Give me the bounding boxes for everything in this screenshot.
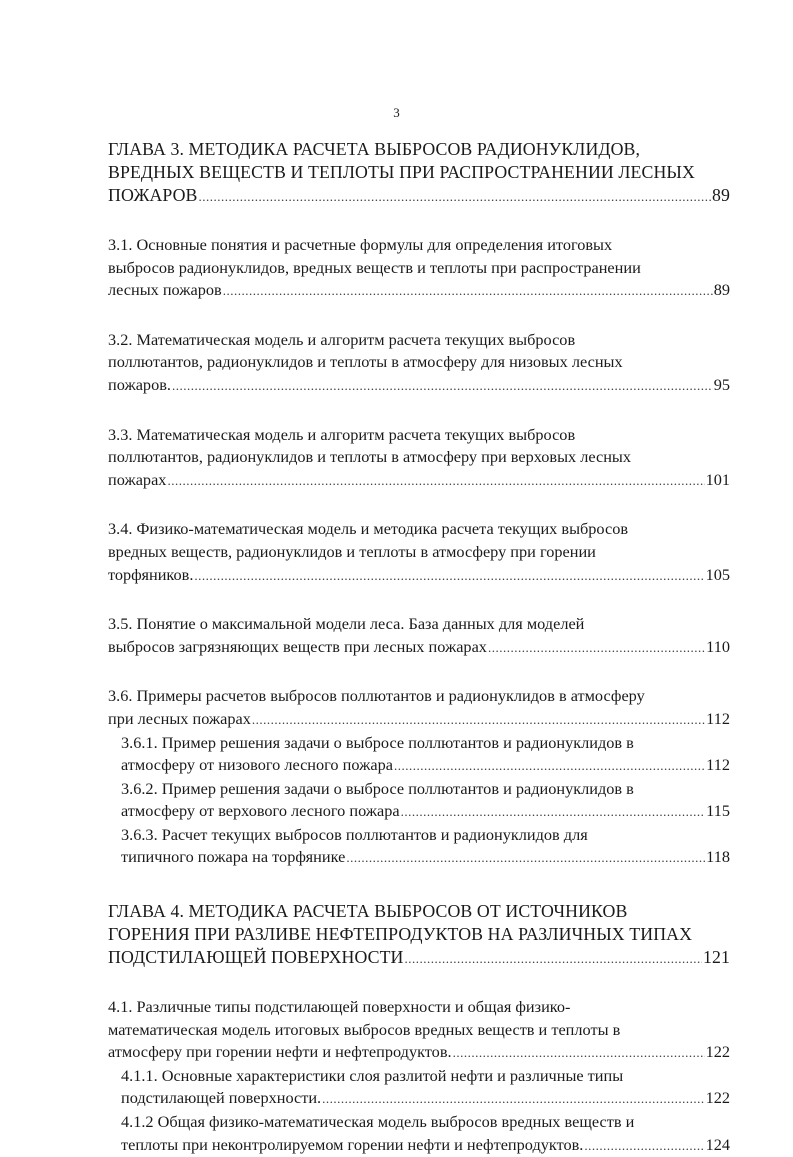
toc-entry-4-1[interactable] (108, 996, 730, 1065)
toc-line: 3.6.2. Пример решения задачи о выбросе поллютантов и радионуклидов в (121, 778, 634, 798)
dot-leader (488, 637, 705, 660)
toc-line: 3.6.1. Пример решения задачи о выбросе поллютантов и радионуклидов в (121, 732, 634, 752)
toc-page-number: 122 (705, 1088, 730, 1108)
toc-line: вредных веществ, радионуклидов и теплоты в атмосферу при горении (108, 541, 596, 561)
toc-text: пожарах (108, 469, 167, 489)
toc-last-line (108, 1041, 730, 1065)
toc-text: торфяников. (108, 564, 194, 584)
toc-line: 3.6. Примеры расчетов выбросов поллютантов и радионуклидов в атмосферу (108, 686, 645, 706)
toc-page-number: 95 (713, 374, 730, 394)
toc-line: 3.4. Физико-математическая модель и методика расчета текущих выбросов (108, 519, 629, 539)
toc-line: 3.6.3. Расчет текущих выбросов поллютантов и радионуклидов для (121, 824, 588, 844)
toc-text: атмосферу при горении нефти и нефтепродуктов. (108, 1042, 452, 1062)
toc-page-number: 115 (706, 801, 730, 821)
toc-text: выбросов загрязняющих веществ при лесных пожарах (108, 636, 487, 656)
toc-text: лесных пожаров (108, 280, 222, 300)
toc-entry-4-1-1[interactable] (121, 1065, 730, 1111)
toc-last-line (108, 374, 730, 398)
toc-entry-chapter-3[interactable] (108, 138, 730, 208)
toc-line: 4.1. Различные типы подстилающей поверхности и общая физико- (108, 997, 571, 1017)
toc-entry-4-1-2[interactable] (121, 1111, 730, 1157)
toc-text: подстилающей поверхности. (121, 1088, 322, 1108)
toc-text: ПОДСТИЛАЮЩЕЙ ПОВЕРХНОСТИ (108, 947, 404, 968)
toc-line: 3.2. Математическая модель и алгоритм расчета текущих выбросов (108, 329, 576, 349)
toc-line: 3.5. Понятие о максимальной модели леса. База данных для моделей (108, 614, 585, 634)
toc-line: ВРЕДНЫХ ВЕЩЕСТВ И ТЕПЛОТЫ ПРИ РАСПРОСТРАНЕНИИ ЛЕСНЫХ (108, 162, 695, 182)
toc-page-number: 105 (705, 564, 730, 584)
toc-line: 3.1. Основные понятия и расчетные формулы для определения итоговых (108, 235, 613, 254)
toc-entry-3-6-2[interactable] (121, 778, 730, 824)
toc-page-number: 89 (713, 280, 730, 300)
toc-line: математическая модель итоговых выбросов вредных веществ и теплоты в (108, 1019, 621, 1039)
toc-entry-3-6-1[interactable] (121, 732, 730, 778)
toc-page-number: 122 (705, 1042, 730, 1062)
toc-line: 4.1.1. Основные характеристики слоя разлитой нефти и различные типы (121, 1065, 624, 1085)
dot-leader (453, 1042, 705, 1065)
dot-leader (199, 185, 711, 208)
toc-entry-chapter-4[interactable] (108, 900, 730, 970)
toc-page-number: 118 (706, 847, 730, 867)
table-of-contents (108, 138, 730, 1157)
toc-page-number: 124 (705, 1134, 730, 1154)
toc-text: теплоты при неконтролируемом горении нефти и нефтепродуктов. (121, 1134, 584, 1154)
toc-entry-3-1[interactable] (108, 234, 730, 303)
toc-page-number: 121 (703, 947, 730, 968)
toc-line: 3.3. Математическая модель и алгоритм расчета текущих выбросов (108, 424, 576, 444)
toc-last-line (108, 469, 730, 493)
dot-leader (346, 847, 705, 870)
dot-leader (584, 1135, 704, 1157)
toc-entry-3-6[interactable] (108, 685, 730, 731)
toc-entry-3-2[interactable] (108, 329, 730, 398)
toc-page-number: 101 (705, 469, 730, 489)
toc-entry-3-4[interactable] (108, 518, 730, 587)
dot-leader (401, 801, 706, 824)
toc-text: ПОЖАРОВ (108, 185, 198, 205)
toc-last-line (108, 636, 730, 660)
dot-leader (172, 375, 713, 398)
toc-text: типичного пожара на торфянике (121, 847, 346, 867)
dot-leader (394, 755, 705, 778)
toc-line: 4.1.2 Общая физико-математическая модель выбросов вредных веществ и (121, 1112, 635, 1132)
dot-leader (194, 565, 704, 588)
toc-text: атмосферу от верхового лесного пожара (121, 801, 400, 821)
toc-line: ГЛАВА 4. МЕТОДИКА РАСЧЕТА ВЫБРОСОВ ОТ ИСТОЧНИКОВ (108, 901, 628, 922)
page-number: 3 (393, 105, 400, 120)
dot-leader (322, 1088, 704, 1111)
toc-line: ГОРЕНИЯ ПРИ РАЗЛИВЕ НЕФТЕПРОДУКТОВ НА РАЗЛИЧНЫХ ТИПАХ (108, 924, 693, 945)
toc-last-line (108, 279, 730, 303)
toc-entry-3-5[interactable] (108, 613, 730, 659)
toc-text: атмосферу от низового лесного пожара (121, 755, 393, 775)
toc-line: поллютантов, радионуклидов и теплоты в атмосферу для низовых лесных (108, 352, 623, 372)
toc-page-number: 112 (706, 708, 730, 728)
dot-leader (223, 280, 713, 303)
toc-text: пожаров. (108, 374, 171, 394)
toc-text: при лесных пожарах (108, 708, 251, 728)
toc-line: поллютантов, радионуклидов и теплоты в атмосферу при верховых лесных (108, 447, 631, 467)
toc-last-line (108, 946, 730, 970)
toc-last-line (108, 708, 730, 732)
dot-leader (167, 470, 704, 493)
dot-leader (405, 947, 703, 970)
toc-line: ГЛАВА 3. МЕТОДИКА РАСЧЕТА ВЫБРОСОВ РАДИОНУКЛИДОВ, (108, 139, 641, 159)
toc-page-number: 110 (706, 636, 730, 656)
toc-line: выбросов радионуклидов, вредных веществ и теплоты при распространении (108, 257, 641, 277)
toc-last-line (121, 846, 730, 870)
dot-leader (252, 709, 705, 732)
toc-last-line (121, 800, 730, 824)
toc-page-number: 89 (712, 185, 730, 205)
toc-last-line (121, 754, 730, 778)
toc-page-number: 112 (706, 755, 730, 775)
toc-last-line (108, 184, 730, 208)
toc-last-line (108, 564, 730, 588)
toc-entry-3-6-3[interactable] (121, 824, 730, 870)
toc-entry-3-3[interactable] (108, 424, 730, 493)
toc-last-line (121, 1134, 730, 1157)
toc-last-line (121, 1087, 730, 1111)
